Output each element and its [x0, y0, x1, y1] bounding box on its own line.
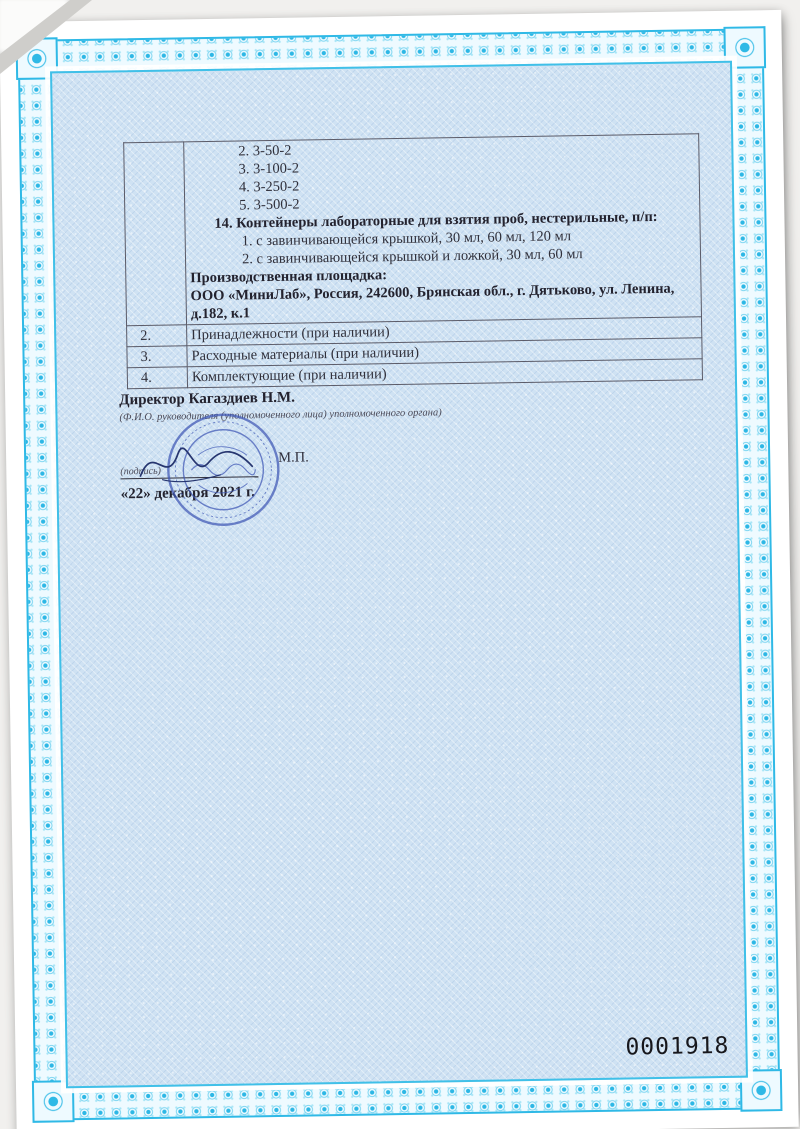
row-number-cell	[124, 142, 187, 326]
row-label-cell: Расходные материалы (при наличии)	[187, 338, 702, 367]
item-14-subitem: 2. с завинчивающейся крышкой и ложкой, 30 мл, 60 мл	[241, 246, 583, 268]
row-number-cell: 3.	[127, 346, 187, 368]
list-item: 2. 3-50-2	[238, 142, 292, 160]
table-row-products	[124, 134, 702, 326]
item-14-title: 14. Контейнеры лабораторные для взятия проб, нестерильные, п/п:	[214, 208, 658, 232]
serial-number: 0001918	[625, 1032, 730, 1061]
certificate-paper	[0, 10, 799, 1129]
production-site-address: д.182, к.1	[190, 305, 251, 323]
production-site-address: ООО «МиниЛаб», Россия, 242600, Брянская обл., г. Дятьково, ул. Ленина,	[190, 280, 675, 305]
production-site-label: Производственная площадка:	[190, 267, 388, 287]
list-item: 3. 3-100-2	[238, 160, 300, 178]
products-cell	[184, 134, 702, 325]
item-14-subitem: 1. с завинчивающейся крышкой, 30 мл, 60 мл, 120 мл	[241, 228, 572, 250]
director-note: (Ф.И.О. руководителя (уполномоченного лица) уполномоченного органа)	[119, 407, 442, 424]
date-line: «22» декабря 2021 г.	[120, 484, 256, 503]
row-label-cell: Принадлежности (при наличии)	[187, 317, 702, 346]
list-item: 4. 3-250-2	[238, 178, 300, 196]
list-item: 5. 3-500-2	[239, 196, 300, 214]
row-number-cell: 4.	[127, 367, 187, 389]
row-label-cell: Комплектующие (при наличии)	[187, 359, 702, 388]
items-table	[123, 133, 703, 389]
signature-note: (подпись)	[120, 465, 162, 478]
director-name: Директор Кагаздиев Н.М.	[119, 389, 296, 409]
row-number-cell: 2.	[127, 325, 187, 347]
stamp-abbreviation: М.П.	[278, 449, 309, 466]
certificate-content	[0, 10, 799, 1129]
